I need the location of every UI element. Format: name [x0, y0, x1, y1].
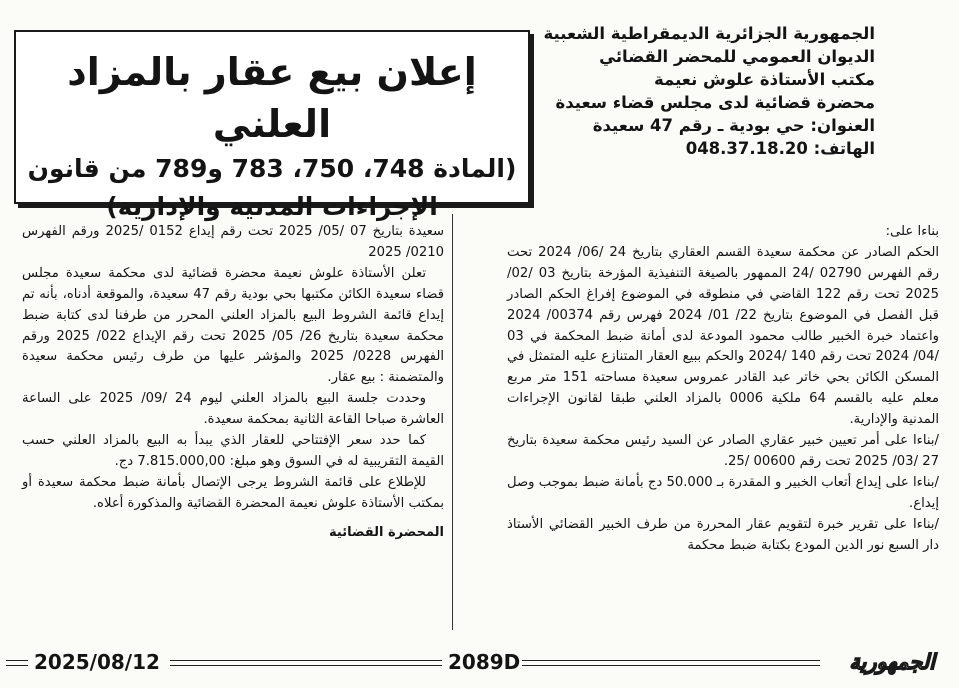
right-column-heading: بناءا على: — [885, 224, 939, 239]
office-line-court: محضرة قضائية لدى مجلس قضاء سعيدة — [555, 93, 875, 112]
signature-label: المحضرة القضائية — [329, 524, 444, 540]
left-paragraph-session: وحددت جلسة البيع بالمزاد العلني ليوم 24 /09/ 2025 على الساعة العاشرة صباحا القاعة الثانية بمحكمة سعيدة. — [22, 391, 444, 428]
office-header — [543, 22, 875, 160]
footer-date: 2025/08/12 — [34, 650, 160, 674]
right-paragraph-fees: /بناءا على إيداع أتعاب الخبير و المقدرة بـ 50.000 دج بأمانة ضبط بموجب وصل إيداع. — [507, 474, 939, 511]
left-paragraph-notice: تعلن الأستاذة علوش نعيمة محضرة قضائية لدى محكمة سعيدة مجلس قضاء سعيدة الكائن مكتبها بحي بودية رقم 47 سعيدة، والموقعة أدناه، بأنه تم إيداع قائمة الشروط البيع بالمزاد العلني المحرر من طرفنا لدى كتابة ضبط محكمة سعيدة بتاريخ 26/ 05/ 2025 تحت رقم الإيداع 022/ 2025 ورقم الفهرس 0228/ 2025 والمؤشر عليها من طرف رئيس محكمة سعيدة والمتضمنة : بيع عقار. — [22, 265, 445, 386]
office-line-phone: الهاتف: 048.37.18.20 — [685, 139, 875, 158]
column-divider — [452, 214, 453, 630]
office-line-office: الديوان العمومي للمحضر القضائي — [599, 47, 875, 66]
office-line-republic: الجمهورية الجزائرية الديمقراطية الشعبية — [543, 24, 875, 43]
right-text-column — [507, 222, 939, 557]
left-paragraph-contact: للإطلاع على قائمة الشروط يرجى الإتصال بأمانة ضبط محكمة سعيدة أو بمكتب الأستاذة علوش نعيمة المحضرة القضائية والمذكورة أعلاه. — [22, 474, 444, 511]
left-text-column — [22, 222, 444, 544]
left-paragraph-deposit: سعيدة بتاريخ 07 /05/ 2025 تحت رقم إيداع 0152 /2025 ورقم الفهرس 0210/ 2025 — [22, 224, 445, 260]
announcement-title-box — [14, 30, 530, 221]
page-footer — [0, 648, 959, 676]
left-paragraph-price: كما حدد سعر الإفتتاحي للعقار الذي يبدأ به البيع بالمزاد العلني حسب القيمة التقريبية له في السوق وهو مبلغ: 7.815.000,00 دج. — [22, 433, 444, 469]
announcement-subtitle-line1: (المادة 748، 750، 783 و789 من قانون — [27, 154, 517, 183]
office-line-address: العنوان: حي بودية ـ رقم 47 سعيدة — [592, 116, 875, 135]
footer-code: 2089D — [448, 650, 521, 674]
right-paragraph-report: /بناءا على تقرير خبرة لتقويم عقار المحررة من طرف الخبير القضائي الأستاذ دار السبع نور الدين المودع بكتابة ضبط محكمة — [507, 516, 939, 553]
footer-rule-middle-right — [522, 660, 820, 666]
right-paragraph-expert-order: /بناءا على أمر تعيين خبير عقاري الصادر عن السيد رئيس محكمة سعيدة بتاريخ 27 /03/ 2025 تحت رقم 00600 /25. — [507, 433, 939, 469]
newspaper-logo: الجمهورية — [849, 650, 935, 674]
footer-rule-left — [6, 660, 28, 666]
announcement-subtitle-line2: الإجراءات المدنية والإدارية) — [106, 192, 438, 221]
announcement-title: إعلان بيع عقار بالمزاد العلني — [67, 50, 477, 146]
office-line-bailiff: مكتب الأستاذة علوش نعيمة — [654, 70, 875, 89]
footer-rule-middle-left — [170, 660, 442, 666]
right-paragraph-judgment: الحكم الصادر عن محكمة سعيدة القسم العقاري بتاريخ 24 /06/ 2024 تحت رقم الفهرس 02790 /24 الممهور بالصيغة التنفيذية المؤرخة بتاريخ 03 /02/ 2025 تحت رقم 122 القاضي في منطوقه في الموضوع إفراغ الحكم الصادر قبل الفصل في الموضوع بتاريخ 22/ 01/ 2024 فهرس رقم 00374/ 2024 واعتماد خبرة الخبير طالب محمود المودعة لدى أمانة ضبط المحكمة في 03 /04/ 2024 تحت رقم 140 /2024 والحكم ببيع العقار المتنازع عليه المتمثل في المسكن الكائن بحي خاتر عبد القادر عمروس سعيدة مساحته 151 متر مربع معلم عليه بالقسم 64 ملكية 0006 بالمزاد العلني طبقا لقانون الإجراءات المدنية والإدارية. — [507, 244, 940, 428]
